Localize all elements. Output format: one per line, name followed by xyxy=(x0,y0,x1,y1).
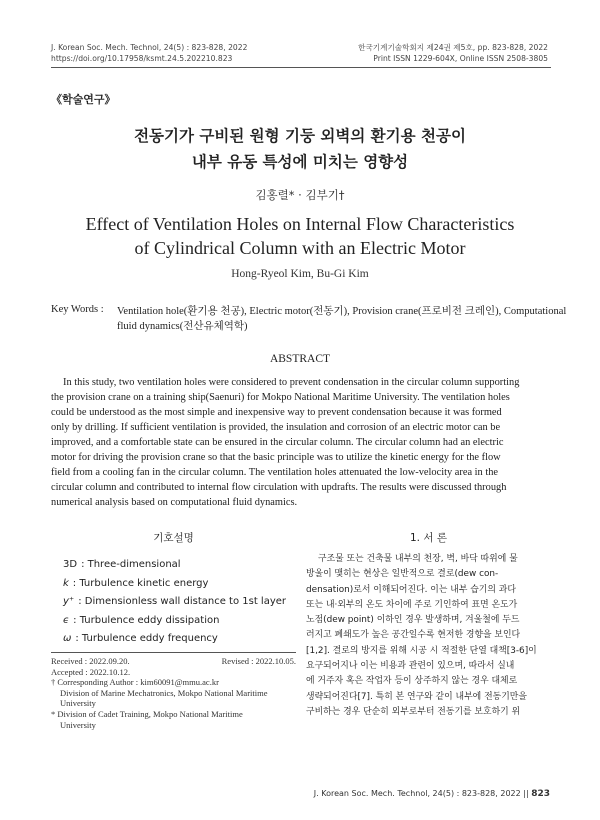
korean-title-line-1: 전동기가 구비된 원형 기둥 외벽의 환기용 천공이 xyxy=(134,127,466,145)
nomenclature-description: : Three-dimensional xyxy=(81,559,181,570)
nomenclature-description: : Turbulence eddy dissipation xyxy=(73,614,220,626)
nomenclature-description: : Turbulence eddy frequency xyxy=(75,633,218,644)
nomenclature-description: : Dimensionless wall distance to 1st layer xyxy=(78,596,287,607)
introduction-line: 요구되어지나 이는 비용과 관련이 있으며, 따라서 실내 xyxy=(306,661,515,672)
introduction-line: 방울이 맺히는 현상은 일반적으로 결로(dew con- xyxy=(306,569,499,580)
affiliation-2-line-1: * Division of Cadet Training, Mokpo National Maritime xyxy=(51,708,243,719)
doi-link[interactable]: https://doi.org/10.17958/ksmt.24.5.202210.823 xyxy=(51,54,233,63)
issn-info: Print ISSN 1229-604X, Online ISSN 2508-3805 xyxy=(373,54,548,63)
abstract-line: motor for driving the provision crane so that the basic principle was to utilize the kinetic energy for the flow xyxy=(51,452,501,463)
page-footer xyxy=(314,789,550,799)
abstract-line: In this study, two ventilation holes were considered to prevent condensation in the circular column supporting xyxy=(63,377,520,388)
english-authors: Hong-Ryeol Kim, Bu-Gi Kim xyxy=(231,268,369,280)
nomenclature-symbol: 3D xyxy=(63,559,78,570)
nomenclature-description: : Turbulence kinetic energy xyxy=(72,577,209,589)
introduction-body xyxy=(306,552,551,720)
introduction-heading: 1. 서 론 xyxy=(410,532,447,544)
introduction-line: 에 거주자 혹은 작업자 등이 상주하지 않는 경우 대체로 xyxy=(306,676,518,687)
nomenclature-symbol: y⁺ xyxy=(63,596,75,607)
abstract-line: the provision crane on a training ship(Saenuri) for Mokpo National Maritime University. The ventilation holes xyxy=(51,392,510,403)
corresponding-author[interactable]: † Corresponding Author : kim60091@mmu.ac.kr xyxy=(51,677,219,688)
introduction-line: 구조물 또는 건축물 내부의 천장, 벽, 바닥 따위에 물 xyxy=(318,554,518,564)
korean-title-line-2: 내부 유동 특성에 미치는 영향성 xyxy=(191,153,409,171)
abstract-line: could be understood as the most simple and inexpensive way to prevent condensation because it was formed xyxy=(51,407,502,418)
abstract-body xyxy=(51,375,551,510)
abstract-line: numerical analysis based on computational fluid dynamics. xyxy=(51,497,298,508)
introduction-line: 생략되어진다[7]. 특히 본 연구와 같이 내부에 전동기만을 xyxy=(306,691,527,702)
nomenclature-item xyxy=(63,556,303,575)
introduction-line: 구비하는 경우 단순히 외부로부터 전동기를 보호하기 위 xyxy=(306,706,521,717)
footnote-rule xyxy=(51,652,296,653)
introduction-line: 또는 내·외부의 온도 차이에 주로 기인하여 표면 온도가 xyxy=(306,599,518,610)
nomenclature-list xyxy=(63,556,303,649)
journal-citation-korean: 한국기계기술학회지 제24권 제5호, pp. 823-828, 2022 xyxy=(358,43,548,52)
nomenclature-symbol: ω xyxy=(63,633,72,644)
abstract-line: circular column and contributed to internal flow circulation with updrafts. The results were discussed through xyxy=(51,482,507,493)
introduction-line: densation)로서 이해되어진다. 이는 내부 습기의 과다 xyxy=(306,584,516,595)
introduction-line: [1,2]. 결로의 방지를 위해 시공 시 적절한 단열 대책[3-6]이 xyxy=(306,645,537,656)
nomenclature-symbol: k xyxy=(63,577,69,589)
abstract-line: improved, and a comfortable state can be ensured in the circular column. The circular column had an electric xyxy=(51,437,504,448)
received-date: Received : 2022.09.20. xyxy=(51,656,130,666)
abstract-heading: ABSTRACT xyxy=(269,353,331,365)
nomenclature-item xyxy=(63,612,303,631)
nomenclature-item xyxy=(63,593,303,612)
english-title-line-1: Effect of Ventilation Holes on Internal Flow Characteristics xyxy=(85,214,515,234)
keywords-line-1: Ventilation hole(환기용 천공), Electric motor(전동기), Provision crane(프로비전 크레인), Computational xyxy=(117,306,567,317)
affiliation-1-line-1: Division of Marine Mechatronics, Mokpo National Maritime xyxy=(60,687,268,698)
nomenclature-item xyxy=(63,575,303,594)
nomenclature-symbol: ϵ xyxy=(63,614,70,626)
english-title-line-2: of Cylindrical Column with an Electric Motor xyxy=(134,238,466,258)
article-category: 《학술연구》 xyxy=(51,93,116,106)
accepted-date: Accepted : 2022.10.12. xyxy=(51,666,131,677)
affiliation-1-line-2: University xyxy=(60,698,96,709)
keywords-label: Key Words : xyxy=(51,304,104,315)
abstract-line: only by drilling. If sufficient ventilation is provided, the insulation and corrosion of an electric motor can be xyxy=(51,422,501,433)
nomenclature-heading: 기호설명 xyxy=(153,532,194,544)
footer-citation: J. Korean Soc. Mech. Technol, 24(5) : 823-828, 2022 || xyxy=(313,789,529,798)
header-rule xyxy=(51,67,551,68)
abstract-line: field from a cooling fan in the circular column. The ventilation holes attenuated the low-velocity area in the xyxy=(51,467,499,478)
page-number: 823 xyxy=(531,789,550,799)
nomenclature-item xyxy=(63,630,303,649)
introduction-line: 러지고 폐쇄도가 높은 공간일수록 현저한 경향을 보인다 xyxy=(306,630,521,641)
korean-authors: 김홍렬* · 김부기† xyxy=(255,188,345,202)
footnotes xyxy=(51,656,296,730)
revised-date: Revised : 2022.10.05. xyxy=(221,656,296,666)
journal-citation: J. Korean Soc. Mech. Technol, 24(5) : 823-828, 2022 xyxy=(51,43,248,52)
keywords-line-2: fluid dynamics(전산유체역학) xyxy=(117,321,248,332)
affiliation-2-line-2: University xyxy=(60,719,96,730)
keywords xyxy=(117,304,567,334)
introduction-line: 노점(dew point) 이하인 경우 발생하며, 겨울철에 두드 xyxy=(306,615,520,626)
